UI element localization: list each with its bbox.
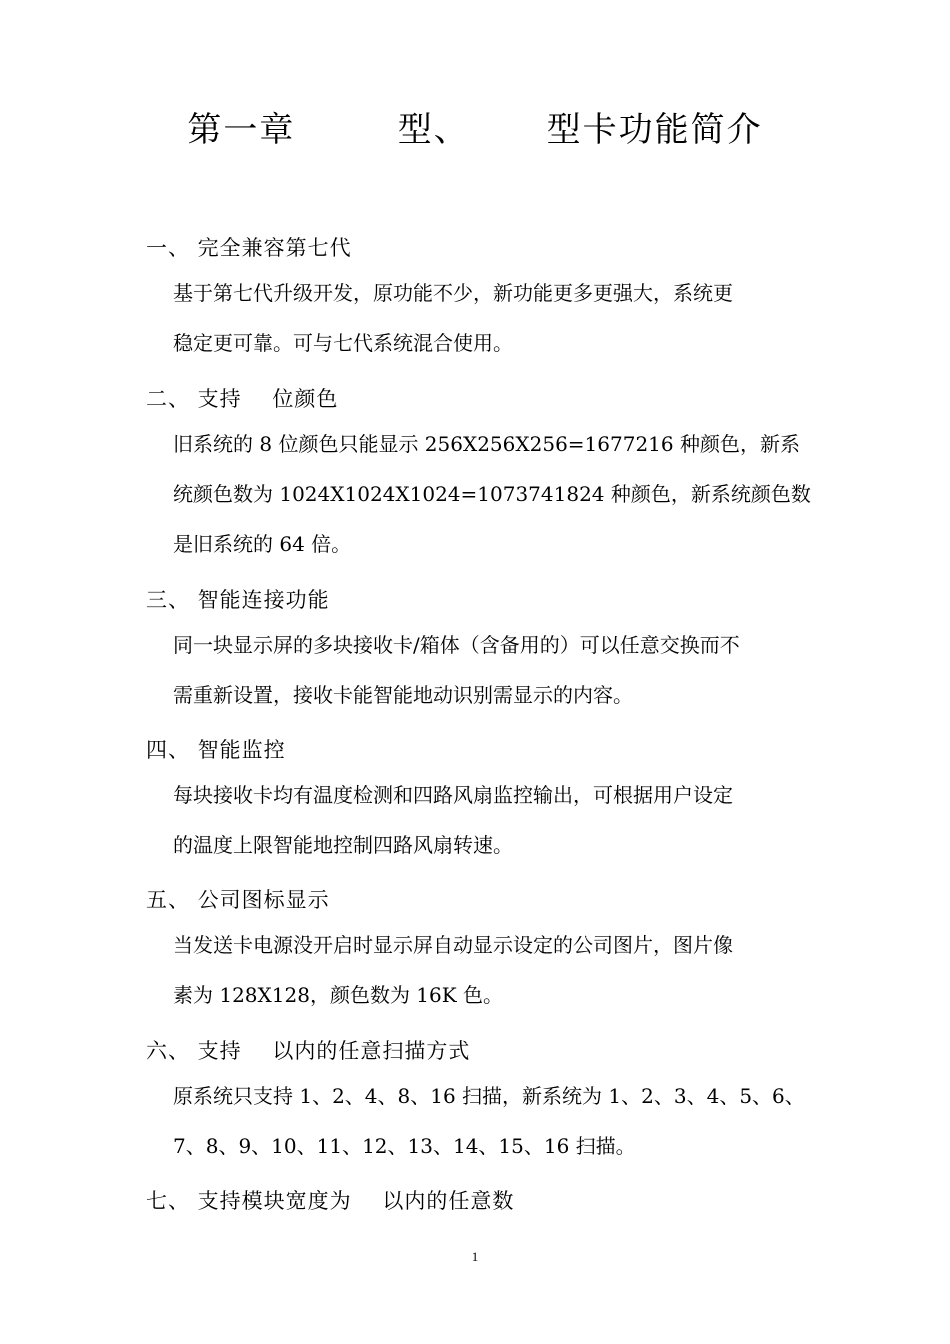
- page-number: 1: [471, 1249, 479, 1264]
- body-line: 需重新设置，接收卡能智能地动识别需显示的内容。: [173, 683, 633, 707]
- body-line: 统颜色数为 1024X1024X1024=1073741824 种颜色，新系统颜色数: [173, 482, 811, 506]
- body-line: 素为 128X128，颜色数为 16K 色。: [173, 983, 504, 1007]
- body-line: 当发送卡电源没开启时显示屏自动显示设定的公司图片，图片像: [173, 933, 733, 957]
- body-line: 基于第七代升级开发，原功能不少，新功能更多更强大，系统更: [173, 281, 733, 305]
- body-line: 7、8、9、10、11、12、13、14、15、16 扫描。: [173, 1134, 636, 1158]
- body-line: 稳定更可靠。可与七代系统混合使用。: [173, 331, 513, 355]
- section-body-3: [173, 620, 813, 720]
- body-line: 旧系统的 8 位颜色只能显示 256X256X256=1677216 种颜色，新系: [173, 432, 800, 456]
- section-heading-7: 七、 支持模块宽度为 以内的任意数: [146, 1189, 515, 1213]
- body-line: 原系统只支持 1、2、4、8、16 扫描，新系统为 1、2、3、4、5、6、: [173, 1084, 805, 1108]
- body-line: 是旧系统的 64 倍。: [173, 532, 352, 556]
- body-line: 的温度上限智能地控制四路风扇转速。: [173, 833, 513, 857]
- section-heading-6: 六、 支持 以内的任意扫描方式: [146, 1039, 471, 1063]
- chapter-title: 第一章 型、 型卡功能简介: [187, 110, 763, 150]
- section-heading-4: 四、 智能监控: [146, 738, 286, 762]
- section-body-1: [173, 268, 813, 368]
- section-heading-2: 二、 支持 位颜色: [146, 387, 339, 411]
- section-body-6: [173, 1071, 813, 1171]
- section-heading-1: 一、 完全兼容第七代: [146, 236, 352, 260]
- body-line: 同一块显示屏的多块接收卡/箱体（含备用的）可以任意交换而不: [173, 633, 740, 657]
- section-body-4: [173, 770, 813, 870]
- section-heading-3: 三、 智能连接功能: [146, 588, 330, 612]
- section-heading-5: 五、 公司图标显示: [146, 888, 330, 912]
- section-body-2: [173, 419, 813, 569]
- body-line: 每块接收卡均有温度检测和四路风扇监控输出，可根据用户设定: [173, 783, 733, 807]
- section-body-5: [173, 920, 813, 1020]
